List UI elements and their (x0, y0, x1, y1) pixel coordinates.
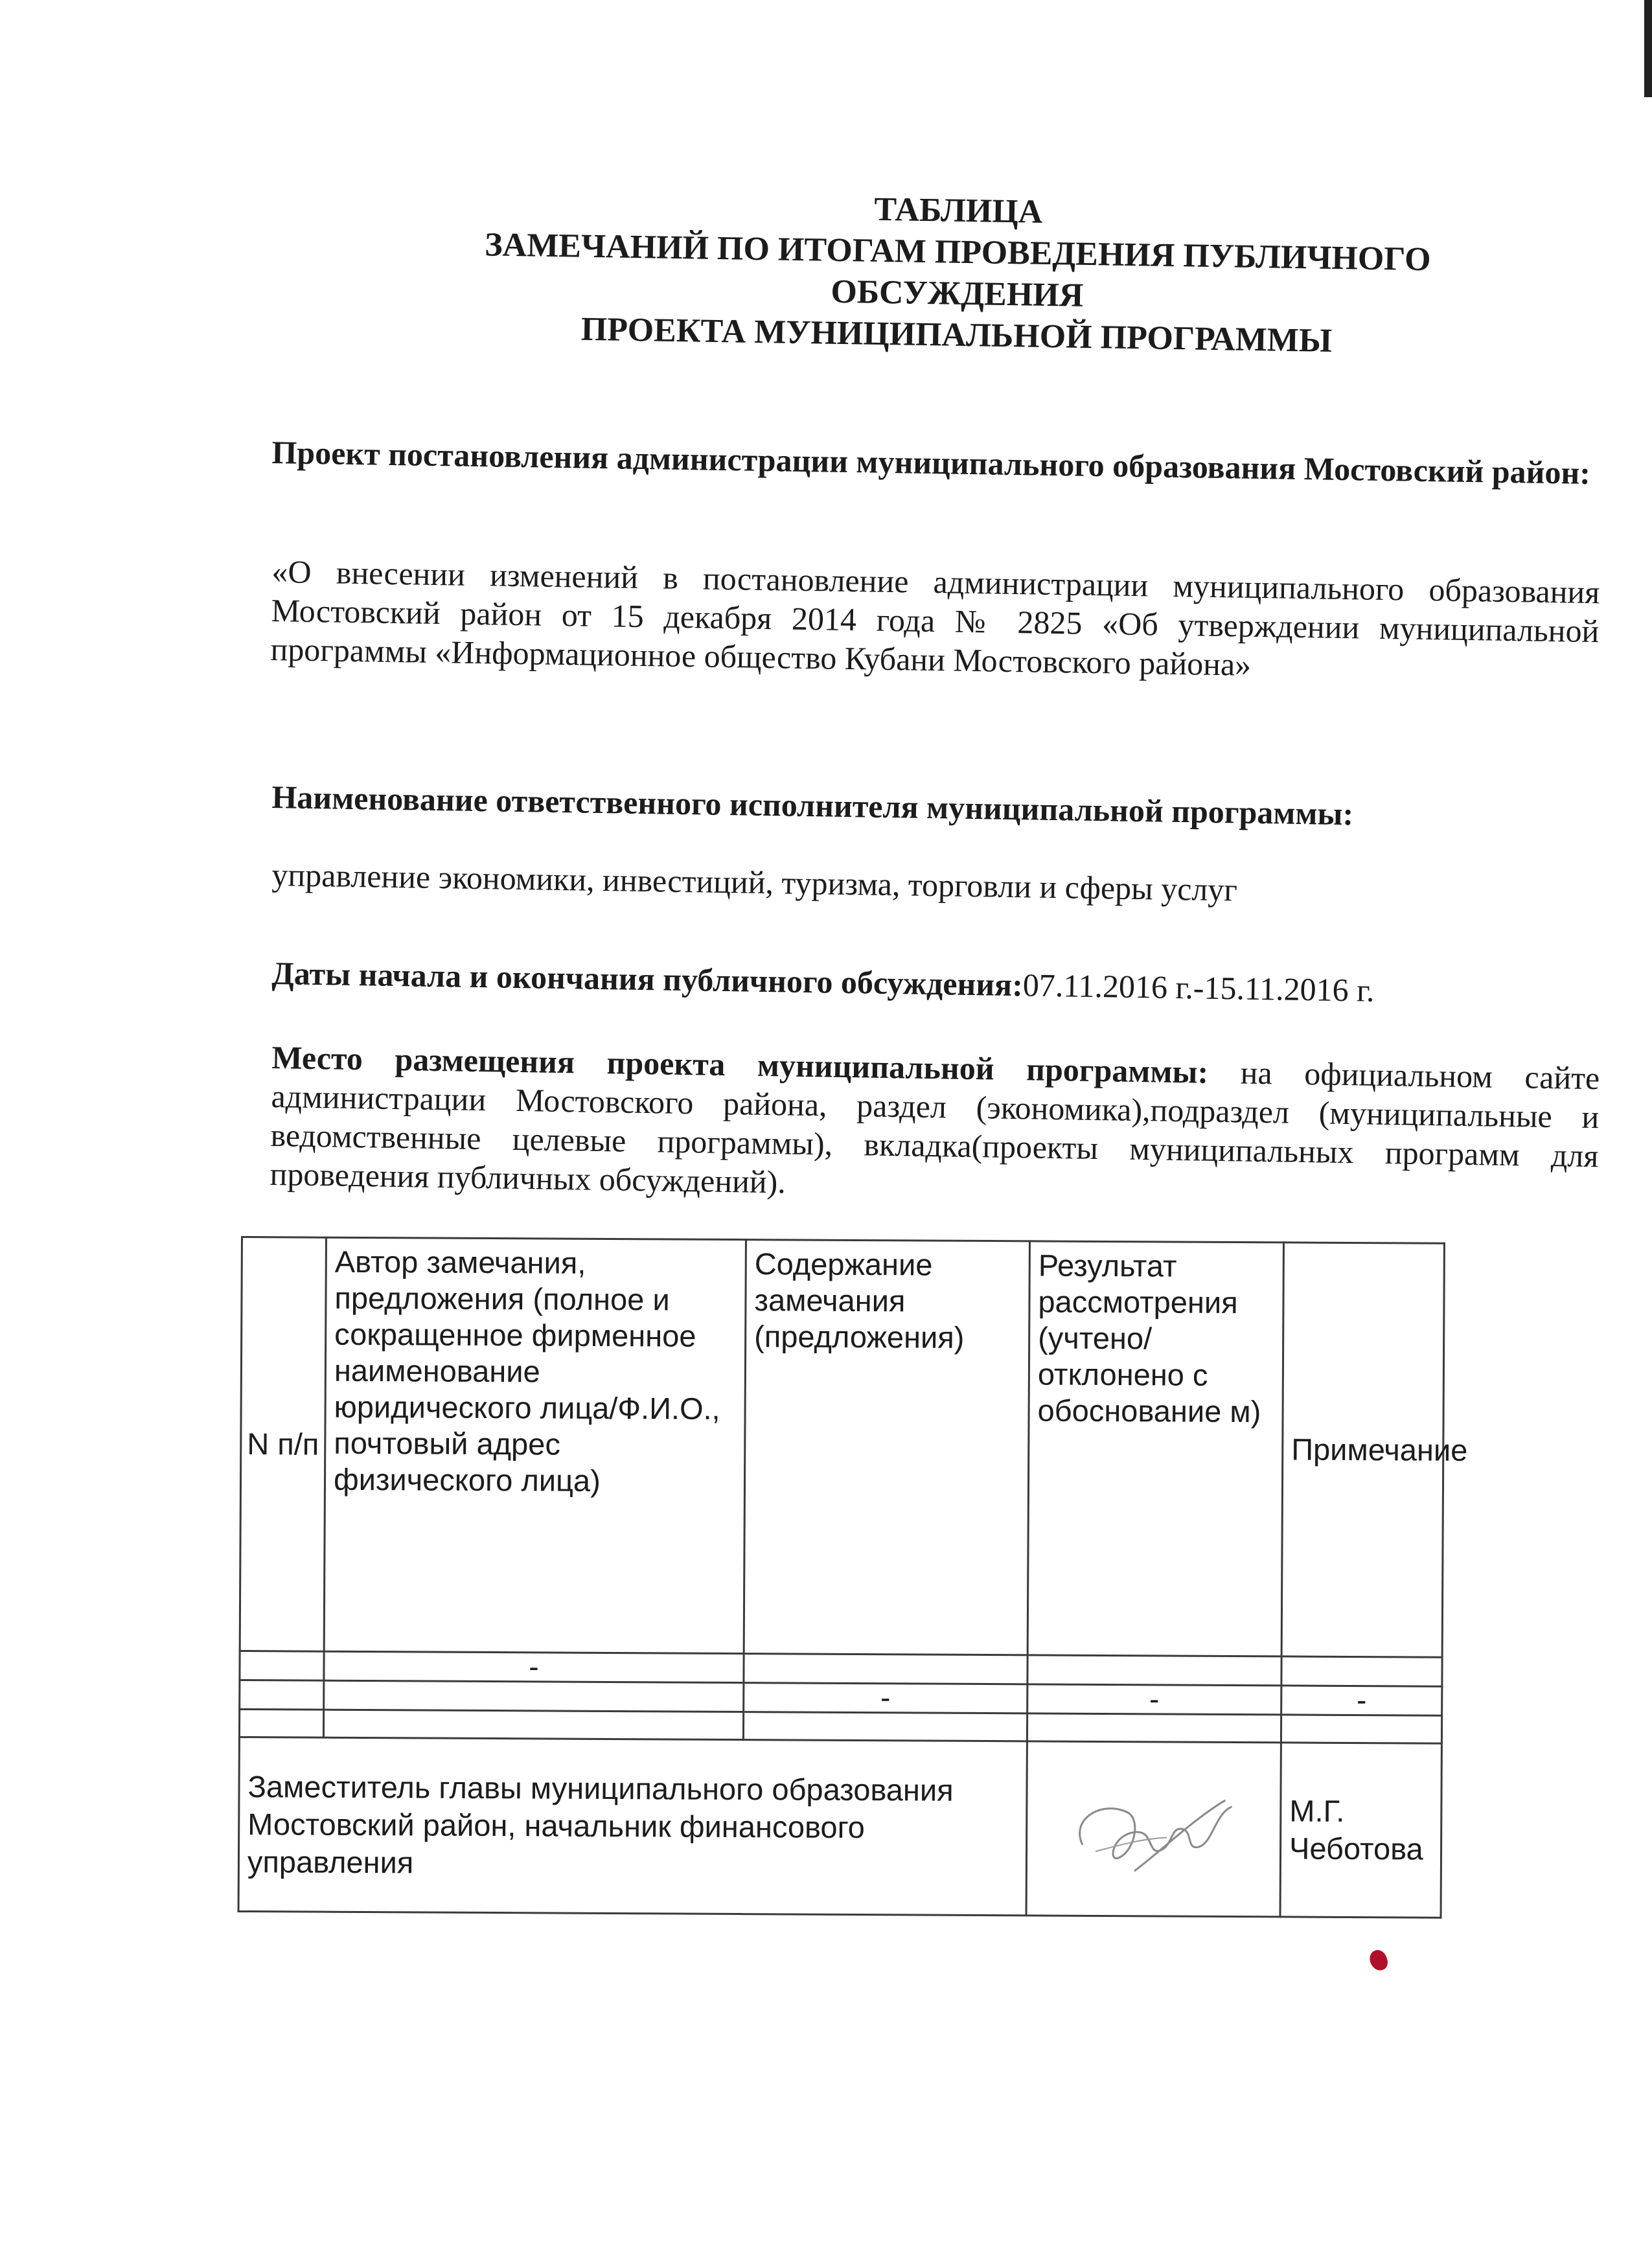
header-num: N п/п (240, 1237, 326, 1652)
placement-value: на официальном сайте администрации Мостовского района, раздел (экономика),подраздел (муниципальные и ведомственные целевые программы), вкладка(проекты муниципальных программ для проведения публичных обсуждений). (270, 1053, 1600, 1200)
header-author: Автор замечания, предложения (полное и сокращенное фирменное наименование юридического лица/Ф.И.О., почтовый адрес физического лица) (324, 1237, 746, 1653)
executor-value: управление экономики, инвестиций, туризма, торговли и сферы услуг (271, 856, 1238, 908)
table-header-row (240, 1237, 1444, 1658)
executor-label: Наименование ответственного исполнителя муниципальной программы: (271, 778, 1354, 832)
row2-content: - (744, 1683, 1027, 1713)
row2-result: - (1027, 1684, 1281, 1715)
row2-author (324, 1680, 744, 1712)
ink-mark (1367, 1948, 1390, 1973)
row1-result (1027, 1655, 1281, 1686)
signature-cell (1026, 1741, 1281, 1917)
header-note: Примечание (1281, 1243, 1444, 1657)
document-title (386, 181, 1529, 365)
title-line-1: ТАБЛИЦА (873, 190, 1043, 231)
title-line-3: ОБСУЖДЕНИЯ (831, 273, 1084, 314)
dates-value: 07.11.2016 г.-15.11.2016 г. (1022, 967, 1375, 1009)
placement-label: Место размещения проекта муниципальной программы: (271, 1038, 1209, 1090)
dates-label: Даты начала и окончания публичного обсуждения: (271, 954, 1024, 1003)
row1-num (240, 1651, 324, 1680)
project-label: Проект постановления администрации муниципального образования Мостовский район: (271, 433, 1591, 491)
row1-content (744, 1654, 1027, 1684)
row1-note (1281, 1656, 1442, 1686)
header-content: Содержание замечания (предложения) (744, 1240, 1029, 1655)
signatory-position: Заместитель главы муниципального образования Мостовский район, начальник финансового управления (238, 1737, 1027, 1915)
remarks-table (238, 1236, 1468, 1919)
title-line-4: ПРОЕКТА МУНИЦИПАЛЬНОЙ ПРОГРАММЫ (580, 310, 1333, 360)
signatory-name: М.Г. Чеботова (1280, 1743, 1441, 1918)
header-result: Результат рассмотрения (учтено/ отклонено с обоснование м) (1027, 1241, 1283, 1656)
handwritten-signature (1056, 1774, 1251, 1885)
placement-paragraph (270, 1038, 1600, 1214)
scan-edge (1644, 0, 1652, 97)
signature-row (238, 1737, 1441, 1918)
dates-line (271, 954, 1600, 1013)
row2-note: - (1281, 1686, 1442, 1715)
project-text: «О внесении изменений в постановление администрации муниципального образования Мостовский район от 15 декабря 2014 года № 2825 «Об утверждении муниципальной программы «Информационное общество Кубани Мостовского района» (270, 553, 1600, 683)
row2-num (240, 1680, 324, 1710)
title-line-2: ЗАМЕЧАНИЙ ПО ИТОГАМ ПРОВЕДЕНИЯ ПУБЛИЧНОГО (484, 226, 1431, 279)
row1-author: - (324, 1651, 744, 1682)
